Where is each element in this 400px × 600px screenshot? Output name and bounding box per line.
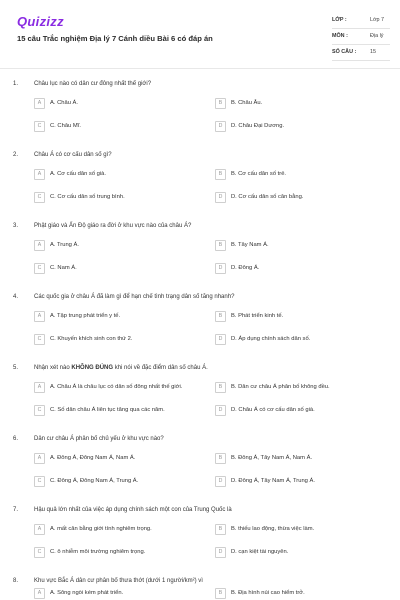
question-number: 2.: [13, 152, 19, 158]
option-letter: A: [34, 588, 45, 599]
question-text: Châu Á có cơ cấu dân số gì?: [34, 152, 112, 158]
question-item: [0, 285, 400, 356]
question-number: 6.: [13, 436, 19, 442]
option-a[interactable]: [34, 524, 204, 536]
meta-label: LỚP :: [332, 17, 347, 23]
meta-value: Lớp 7: [370, 17, 385, 23]
meta-label: MÔN :: [332, 33, 348, 39]
question-text: Hậu quả lớn nhất của việc áp dụng chính sách một con của Trung Quốc là: [34, 507, 232, 513]
option-letter: D: [215, 405, 226, 416]
option-text: B. Phát triển kinh tế.: [231, 313, 284, 319]
question-text: Châu lục nào có dân cư đông nhất thế giới?: [34, 81, 152, 87]
option-a[interactable]: [34, 453, 204, 465]
option-letter: B: [215, 382, 226, 393]
question-text-emphasis: KHÔNG ĐÚNG: [71, 365, 114, 371]
meta-panel: [332, 14, 390, 62]
option-letter: C: [34, 263, 45, 274]
option-letter: B: [215, 311, 226, 322]
option-b[interactable]: [215, 524, 385, 536]
option-letter: C: [34, 405, 45, 416]
option-letter: D: [215, 476, 226, 487]
option-text: A. mất cân bằng giới tính nghiêm trọng.: [50, 526, 152, 532]
option-d[interactable]: [215, 334, 385, 346]
option-text: D. Đông Á.: [231, 265, 260, 271]
option-b[interactable]: [215, 169, 385, 181]
option-b[interactable]: [215, 98, 385, 110]
question-number: 4.: [13, 294, 19, 300]
question-text: [34, 365, 208, 371]
question-number: 3.: [13, 223, 19, 229]
question-text: Khu vực Bắc Á dân cư phân bố thưa thớt (dưới 1 người/km²) vì: [34, 578, 203, 584]
option-text: D. Châu Á có cơ cấu dân số già.: [231, 407, 315, 413]
option-text: C. Số dân châu Á liên tục tăng qua các năm.: [50, 407, 165, 413]
option-text: B. Địa hình núi cao hiểm trở.: [231, 590, 305, 596]
meta-row-count: [332, 46, 390, 61]
option-d[interactable]: [215, 547, 385, 559]
option-text: B. Dân cư châu Á phân bố không đều.: [231, 384, 330, 390]
option-a[interactable]: [34, 98, 204, 110]
option-c[interactable]: [34, 263, 204, 275]
option-c[interactable]: [34, 547, 204, 559]
meta-row-subject: [332, 30, 390, 45]
option-c[interactable]: [34, 334, 204, 346]
question-item: [0, 143, 400, 214]
option-letter: A: [34, 453, 45, 464]
option-letter: B: [215, 588, 226, 599]
option-text: C. Nam Á.: [50, 265, 77, 271]
option-text: C. Châu Mĩ.: [50, 123, 81, 129]
option-text: A. Châu Á.: [50, 100, 79, 106]
option-letter: B: [215, 98, 226, 109]
option-text: C. Khuyến khích sinh con thứ 2.: [50, 336, 133, 342]
option-letter: B: [215, 524, 226, 535]
option-letter: B: [215, 453, 226, 464]
option-a[interactable]: [34, 169, 204, 181]
option-a[interactable]: [34, 588, 204, 600]
option-text: C. Đông Á, Đông Nam Á, Trung Á.: [50, 478, 139, 484]
option-letter: A: [34, 98, 45, 109]
question-item: [0, 569, 400, 600]
option-text: D. Châu Đại Dương.: [231, 123, 285, 129]
option-text: B. Châu Âu.: [231, 100, 263, 106]
option-letter: A: [34, 169, 45, 180]
question-item: [0, 214, 400, 285]
question-item: [0, 498, 400, 569]
page-title: 15 câu Trắc nghiệm Địa lý 7 Cánh diều Bài 6 có đáp án: [17, 34, 213, 43]
option-text: B. Đông Á, Tây Nam Á, Nam Á.: [231, 455, 313, 461]
option-b[interactable]: [215, 311, 385, 323]
option-letter: D: [215, 263, 226, 274]
option-text: A. Sông ngòi kém phát triển.: [50, 590, 124, 596]
question-number: 8.: [13, 578, 19, 584]
option-d[interactable]: [215, 263, 385, 275]
option-letter: D: [215, 121, 226, 132]
option-letter: B: [215, 169, 226, 180]
option-d[interactable]: [215, 192, 385, 204]
question-item: [0, 427, 400, 498]
option-letter: A: [34, 524, 45, 535]
option-c[interactable]: [34, 121, 204, 133]
question-text-prefix: Nhận xét nào: [34, 365, 72, 371]
question-text: Các quốc gia ở châu Á đã làm gì để hạn chế tình trạng dân số tăng nhanh?: [34, 294, 235, 300]
option-a[interactable]: [34, 240, 204, 252]
option-c[interactable]: [34, 405, 204, 417]
option-b[interactable]: [215, 382, 385, 394]
question-number: 1.: [13, 81, 19, 87]
option-text: A. Tập trung phát triển y tế.: [50, 313, 121, 319]
option-text: A. Trung Á.: [50, 242, 79, 248]
option-c[interactable]: [34, 192, 204, 204]
option-letter: C: [34, 476, 45, 487]
question-text-suffix: khi nói về đặc điểm dân số châu Á.: [113, 365, 208, 371]
option-text: A. Châu Á là châu lục có dân số đông nhất thế giới.: [50, 384, 183, 390]
question-item: [0, 72, 400, 143]
option-b[interactable]: [215, 588, 385, 600]
option-text: D. Đông Á, Tây Nam Á, Trung Á.: [231, 478, 315, 484]
option-c[interactable]: [34, 476, 204, 488]
option-text: B. Tây Nam Á.: [231, 242, 269, 248]
option-b[interactable]: [215, 453, 385, 465]
option-a[interactable]: [34, 311, 204, 323]
option-text: A. Đông Á, Đông Nam Á, Nam Á.: [50, 455, 136, 461]
option-letter: A: [34, 382, 45, 393]
meta-label: SỐ CÂU :: [332, 49, 357, 55]
option-text: A. Cơ cấu dân số già.: [50, 171, 107, 177]
quizizz-logo: Quizizz: [17, 14, 64, 29]
option-d[interactable]: [215, 405, 385, 417]
question-text: Phật giáo và Ấn Độ giáo ra đời ở khu vực nào của châu Á?: [34, 223, 192, 229]
option-text: D. Áp dụng chính sách dân số.: [231, 336, 311, 342]
option-letter: C: [34, 192, 45, 203]
option-letter: D: [215, 192, 226, 203]
option-letter: B: [215, 240, 226, 251]
option-text: D. cạn kiệt tài nguyên.: [231, 549, 289, 555]
header-divider: [0, 68, 400, 69]
option-text: B. Cơ cấu dân số trẻ.: [231, 171, 287, 177]
option-letter: C: [34, 547, 45, 558]
question-text: Dân cư châu Á phân bố chủ yếu ở khu vực nào?: [34, 436, 164, 442]
question-number: 7.: [13, 507, 19, 513]
option-letter: A: [34, 311, 45, 322]
option-text: B. thiếu lao động, thừa việc làm.: [231, 526, 315, 532]
question-item: [0, 356, 400, 427]
option-text: D. Cơ cấu dân số cân bằng.: [231, 194, 304, 200]
option-letter: A: [34, 240, 45, 251]
option-letter: C: [34, 121, 45, 132]
meta-row-grade: [332, 14, 390, 29]
option-letter: D: [215, 334, 226, 345]
option-letter: D: [215, 547, 226, 558]
option-d[interactable]: [215, 121, 385, 133]
option-text: C. Cơ cấu dân số trung bình.: [50, 194, 125, 200]
question-number: 5.: [13, 365, 19, 371]
option-d[interactable]: [215, 476, 385, 488]
option-a[interactable]: [34, 382, 204, 394]
document-header: [0, 0, 400, 64]
option-b[interactable]: [215, 240, 385, 252]
meta-value: 15: [370, 49, 376, 55]
meta-value: Địa lý: [370, 33, 384, 39]
option-text: C. ô nhiễm môi trường nghiêm trọng.: [50, 549, 146, 555]
option-letter: C: [34, 334, 45, 345]
